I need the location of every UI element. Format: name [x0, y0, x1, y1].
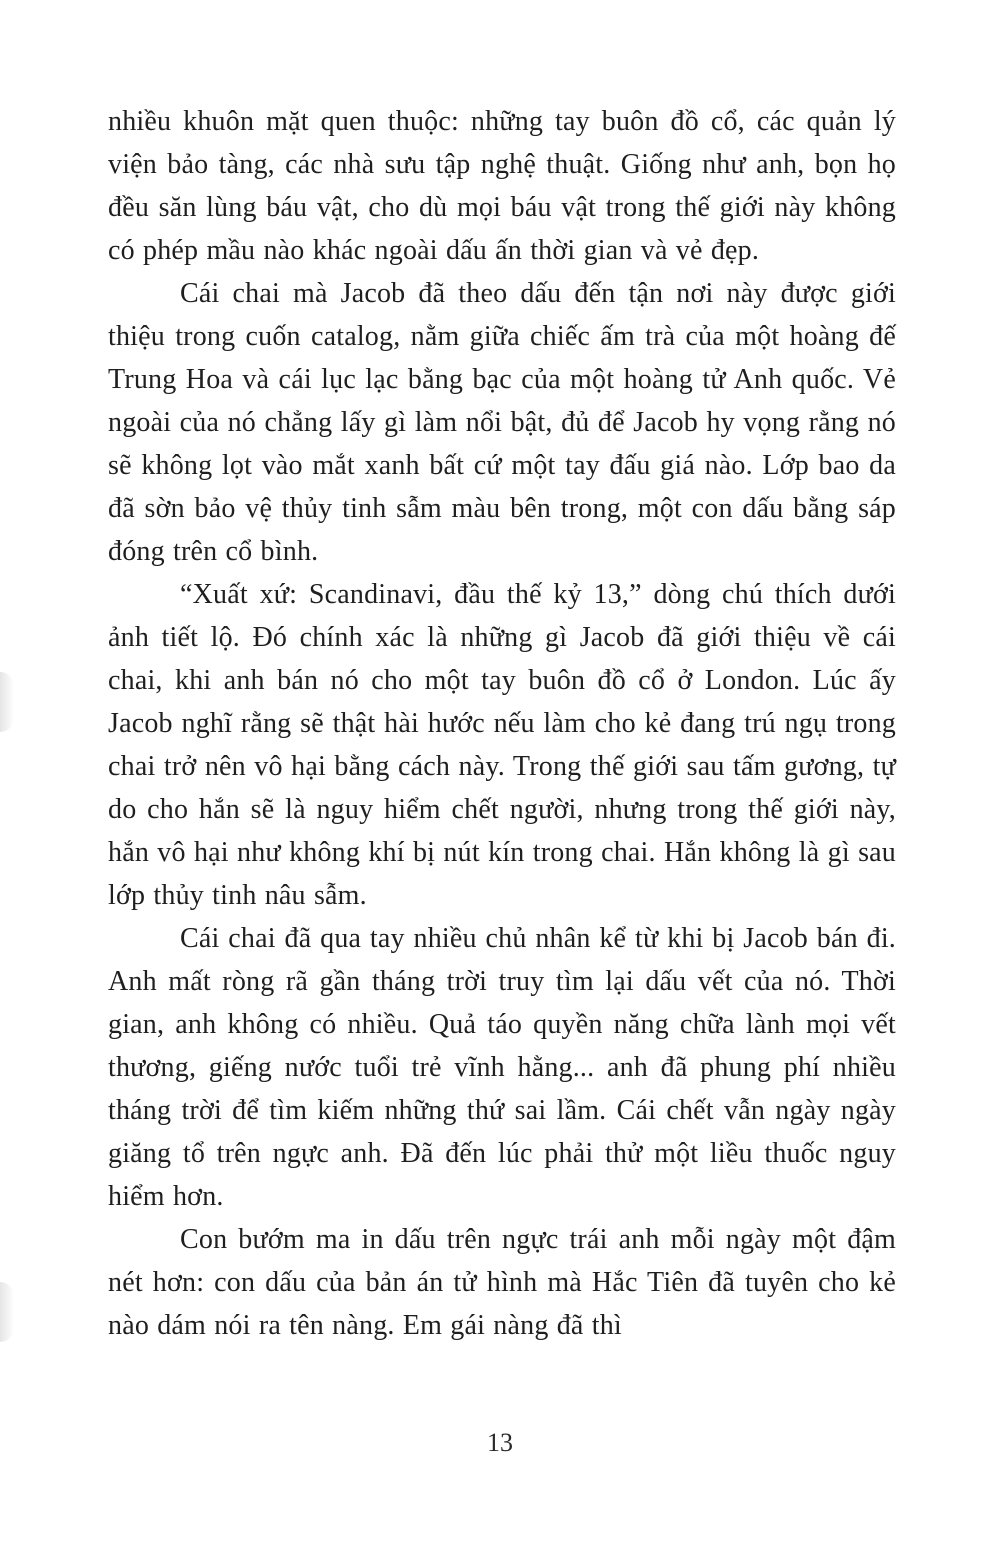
paragraph: “Xuất xứ: Scandinavi, đầu thế kỷ 13,” dòng chú thích dưới ảnh tiết lộ. Đó chính xác là những gì Jacob đã giới thiệu về cái chai, khi anh bán nó cho một tay buôn đồ cổ ở London. Lúc ấy Jacob nghĩ rằng sẽ thật hài hước nếu làm cho kẻ đang trú ngụ trong chai trở nên vô hại bằng cách này. Trong thế giới sau tấm gương, tự do cho hắn sẽ là nguy hiểm chết người, nhưng trong thế giới này, hắn vô hại như không khí bị nút kín trong chai. Hắn không là gì sau lớp thủy tinh nâu sẫm.	[108, 579, 896, 911]
scan-artifact	[0, 672, 14, 732]
paragraph: nhiều khuôn mặt quen thuộc: những tay buôn đồ cổ, các quản lý viện bảo tàng, các nhà sưu tập nghệ thuật. Giống như anh, bọn họ đều săn lùng báu vật, cho dù mọi báu vật trong thế giới này không có phép mầu nào khác ngoài dấu ấn thời gian và vẻ đẹp.	[108, 106, 896, 266]
paragraph: Cái chai đã qua tay nhiều chủ nhân kể từ khi bị Jacob bán đi. Anh mất ròng rã gần tháng trời truy tìm lại dấu vết của nó. Thời gian, anh không có nhiều. Quả táo quyền năng chữa lành mọi vết thương, giếng nước tuổi trẻ vĩnh hằng... anh đã phung phí nhiều tháng trời để tìm kiếm những thứ sai lầm. Cái chết vẫn ngày ngày giăng tổ trên ngực anh. Đã đến lúc phải thử một liều thuốc nguy hiểm hơn.	[108, 923, 896, 1212]
body-text	[108, 100, 896, 1347]
page-number: 13	[487, 1428, 513, 1457]
paragraph: Con bướm ma in dấu trên ngực trái anh mỗi ngày một đậm nét hơn: con dấu của bản án tử hình mà Hắc Tiên đã tuyên cho kẻ nào dám nói ra tên nàng. Em gái nàng đã thì	[108, 1224, 896, 1341]
paragraph: Cái chai mà Jacob đã theo dấu đến tận nơi này được giới thiệu trong cuốn catalog, nằm giữa chiếc ấm trà của một hoàng đế Trung Hoa và cái lục lạc bằng bạc của một hoàng tử Anh quốc. Vẻ ngoài của nó chẳng lấy gì làm nổi bật, đủ để Jacob hy vọng rằng nó sẽ không lọt vào mắt xanh bất cứ một tay đấu giá nào. Lớp bao da đã sờn bảo vệ thủy tinh sẫm màu bên trong, một con dấu bằng sáp đóng trên cổ bình.	[108, 278, 896, 567]
scan-artifact	[0, 1282, 14, 1342]
